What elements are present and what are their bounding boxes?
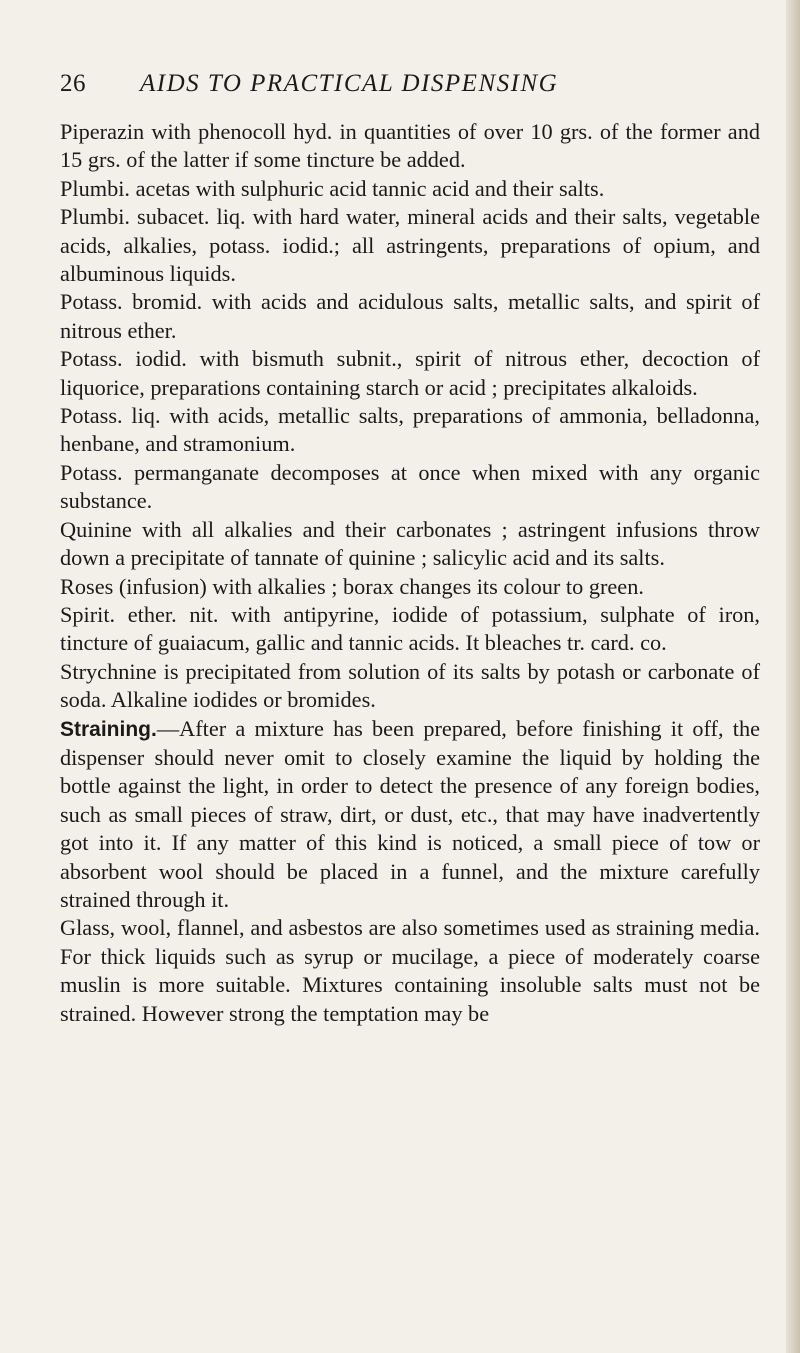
book-page: [60, 70, 760, 1028]
paragraph-spirit-ether: Spirit. ether. nit. with antipyrine, iodide of potassium, sulphate of iron, tincture of guaiacum, gallic and tannic acids. It bleaches tr. card. co.: [60, 601, 760, 656]
paragraph-piperazin: Piperazin with phenocoll hyd. in quantities of over 10 grs. of the former and 15 grs. of the latter if some tincture be added.: [60, 119, 760, 173]
body-text: [60, 118, 760, 1028]
paragraph-plumbi-subacet: Plumbi. subacet. liq. with hard water, mineral acids and their salts, vegetable acids, alkalies, potass. iodid.; all astringents, preparations of opium, and albuminous liquids.: [60, 204, 760, 287]
section-heading-straining: Straining.: [60, 717, 157, 741]
straining-text: —After a mixture has been prepared, before finishing it off, the dispenser should never omit to closely examine the liquid by holding the bottle against the light, in order to detect the presence of any foreign bodies, such as small pieces of straw, dirt, or dust, etc., that may have inadvertently got into it. If any matter of this kind is noticed, a small piece of tow or absorbent wool should be placed in a funnel, and the mixture carefully strained through it.: [60, 715, 760, 912]
paragraph-potass-liq: Potass. liq. with acids, metallic salts, preparations of ammonia, belladonna, henbane, and stramonium.: [60, 403, 760, 457]
paragraph-straining: [60, 715, 760, 915]
paragraph-plumbi-acetas: Plumbi. acetas with sulphuric acid tannic acid and their salts.: [60, 175, 605, 201]
page-number: 26: [60, 70, 86, 97]
paragraph-potass-permanganate: Potass. permanganate decomposes at once when mixed with any organic substance.: [60, 459, 760, 514]
paragraph-quinine: Quinine with all alkalies and their carbonates ; astringent infusions throw down a precipitate of tannate of quinine ; salicylic acid and its salts.: [60, 516, 760, 571]
paragraph-potass-bromid: Potass. bromid. with acids and acidulous salts, metallic salts, and spirit of nitrous ether.: [60, 289, 760, 343]
page-edge: [786, 0, 800, 1353]
page-header: [60, 70, 760, 118]
running-head: AIDS TO PRACTICAL DISPENSING: [140, 70, 559, 97]
paragraph-roses: Roses (infusion) with alkalies ; borax changes its colour to green.: [60, 573, 644, 599]
paragraph-strychnine: Strychnine is precipitated from solution of its salts by potash or carbonate of soda. Alkaline iodides or bromides.: [60, 658, 760, 713]
paragraph-potass-iodid: Potass. iodid. with bismuth subnit., spirit of nitrous ether, decoction of liquorice, preparations containing starch or acid ; precipitates alkaloids.: [60, 346, 760, 400]
paragraph-straining-media: Glass, wool, flannel, and asbestos are also sometimes used as straining media. For thick liquids such as syrup or mucilage, a piece of moderately coarse muslin is more suitable. Mixtures containing insoluble salts must not be strained. However strong the temptation may be: [60, 915, 760, 1026]
